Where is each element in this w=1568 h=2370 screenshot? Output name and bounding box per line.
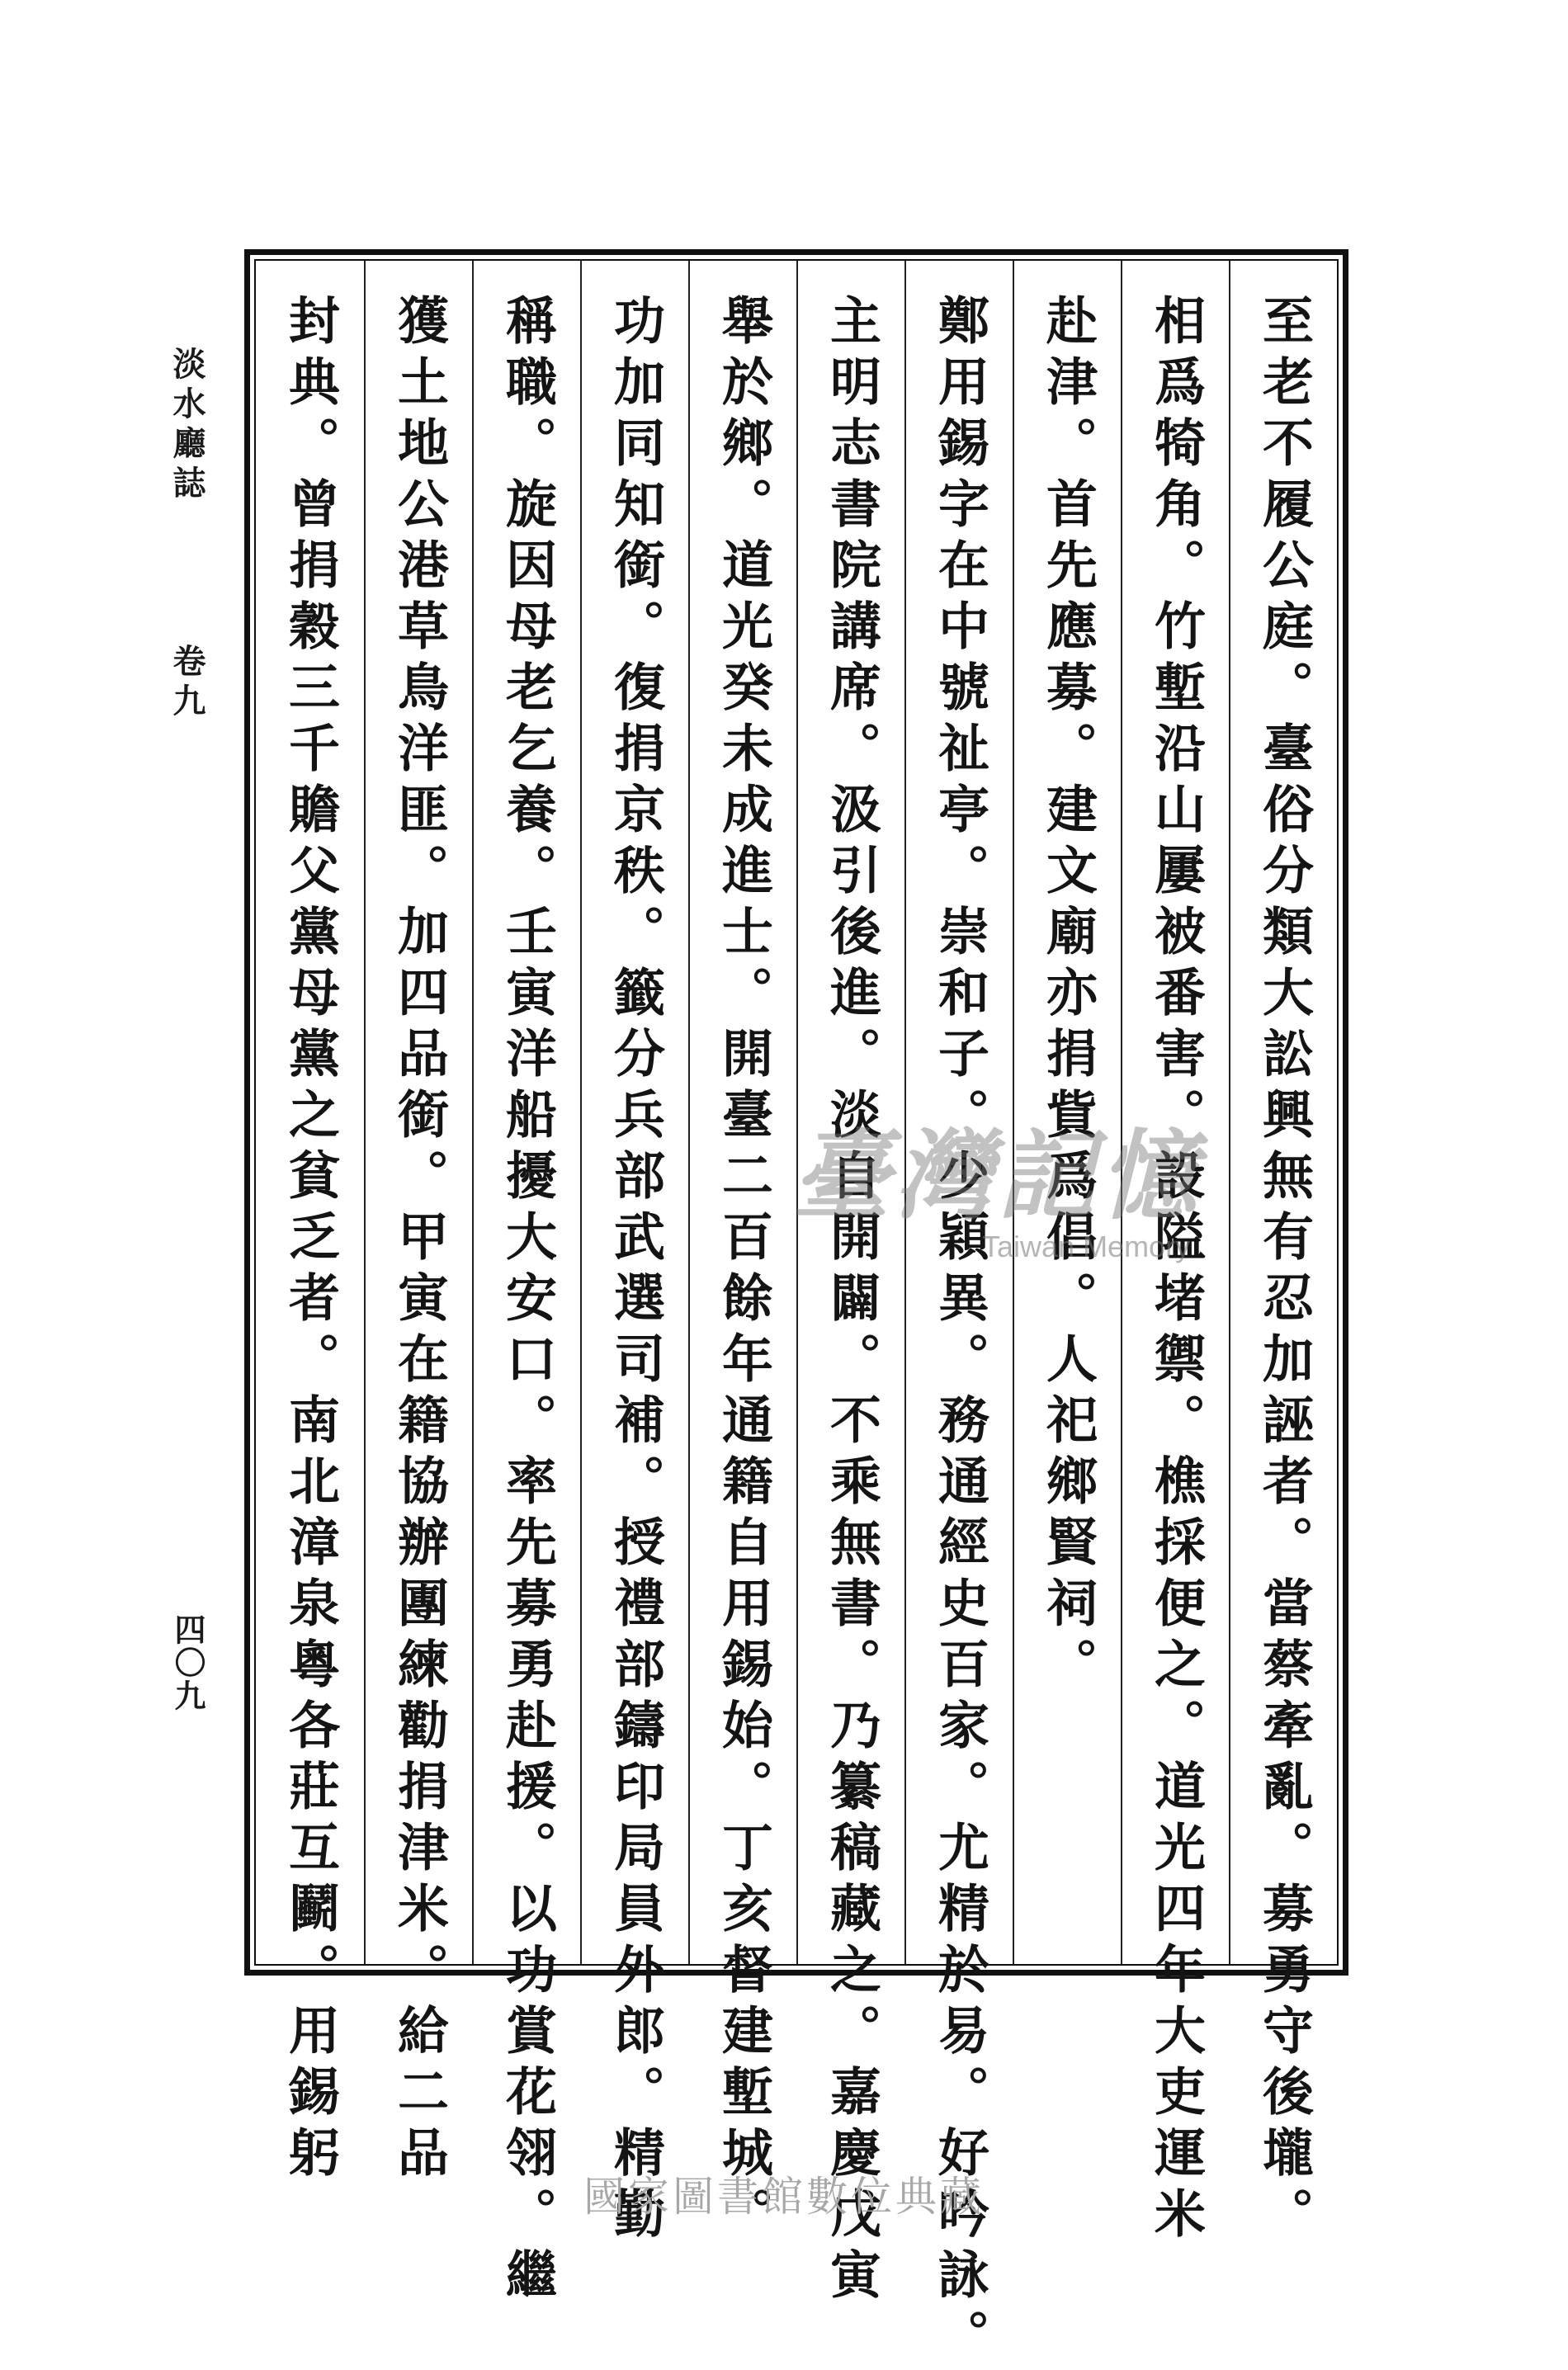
column-text: 獲土地公港草鳥洋匪。加四品銜。甲寅在籍協辦團練勸捐津米。給二品: [389, 294, 450, 2187]
text-column-8: [472, 261, 580, 2309]
text-column-6: [688, 261, 796, 2248]
watermark-chinese: 臺灣記憶: [792, 1118, 1202, 1233]
volume-label: 卷九: [168, 644, 206, 723]
text-column-3: [1013, 261, 1121, 1964]
text-column-10: [256, 261, 364, 2187]
text-column-2: [1121, 261, 1229, 2248]
book-title: 淡水廳誌: [168, 347, 206, 505]
column-text: 相爲犄角。竹塹沿山屢被番害。設隘堵禦。樵採便之。道光四年大吏運米: [1145, 294, 1207, 2248]
column-text: 至老不履公庭。臺俗分類大訟興無有忍加誣者。當蔡牽亂。募勇守後壠。: [1254, 294, 1315, 2248]
column-text: 赴津。首先應募。建文廟亦捐貲爲倡。人祀鄉賢祠。: [1037, 294, 1098, 1698]
column-text: 鄭用錫字在中號祉亭。崇和子。少穎異。務通經史百家。尤精於易。好吟詠。: [929, 294, 990, 2370]
text-column-4: [904, 261, 1013, 2370]
page-number: 四〇九: [169, 1613, 206, 1712]
text-column-1: [1229, 261, 1337, 2248]
watermark-english: Taiwan Memory: [982, 1230, 1191, 1263]
column-text: 功加同知銜。復捐京秩。籤分兵部武選司補。授禮部鑄印局員外郎。精勤: [605, 294, 666, 2248]
text-column-9: [364, 261, 472, 2187]
column-text: 主明志書院講席。汲引後進。淡自開闢。不乘無書。乃纂稿藏之。嘉慶戊寅: [821, 294, 882, 2309]
text-column-7: [580, 261, 688, 2248]
column-text: 封典。曾捐穀三千贍父黨母黨之貧乏者。南北漳泉粵各莊互鬬。用錫躬: [280, 294, 341, 2187]
library-footer: 國家圖書館數位典藏: [583, 2173, 985, 2221]
column-text: 稱職。旋因母老乞養。壬寅洋船擾大安口。率先募勇赴援。以功賞花翎。繼: [497, 294, 558, 2309]
text-column-5: [796, 261, 904, 2309]
column-text: 舉於鄉。道光癸未成進士。開臺二百餘年通籍自用錫始。丁亥督建塹城。: [713, 294, 774, 2248]
